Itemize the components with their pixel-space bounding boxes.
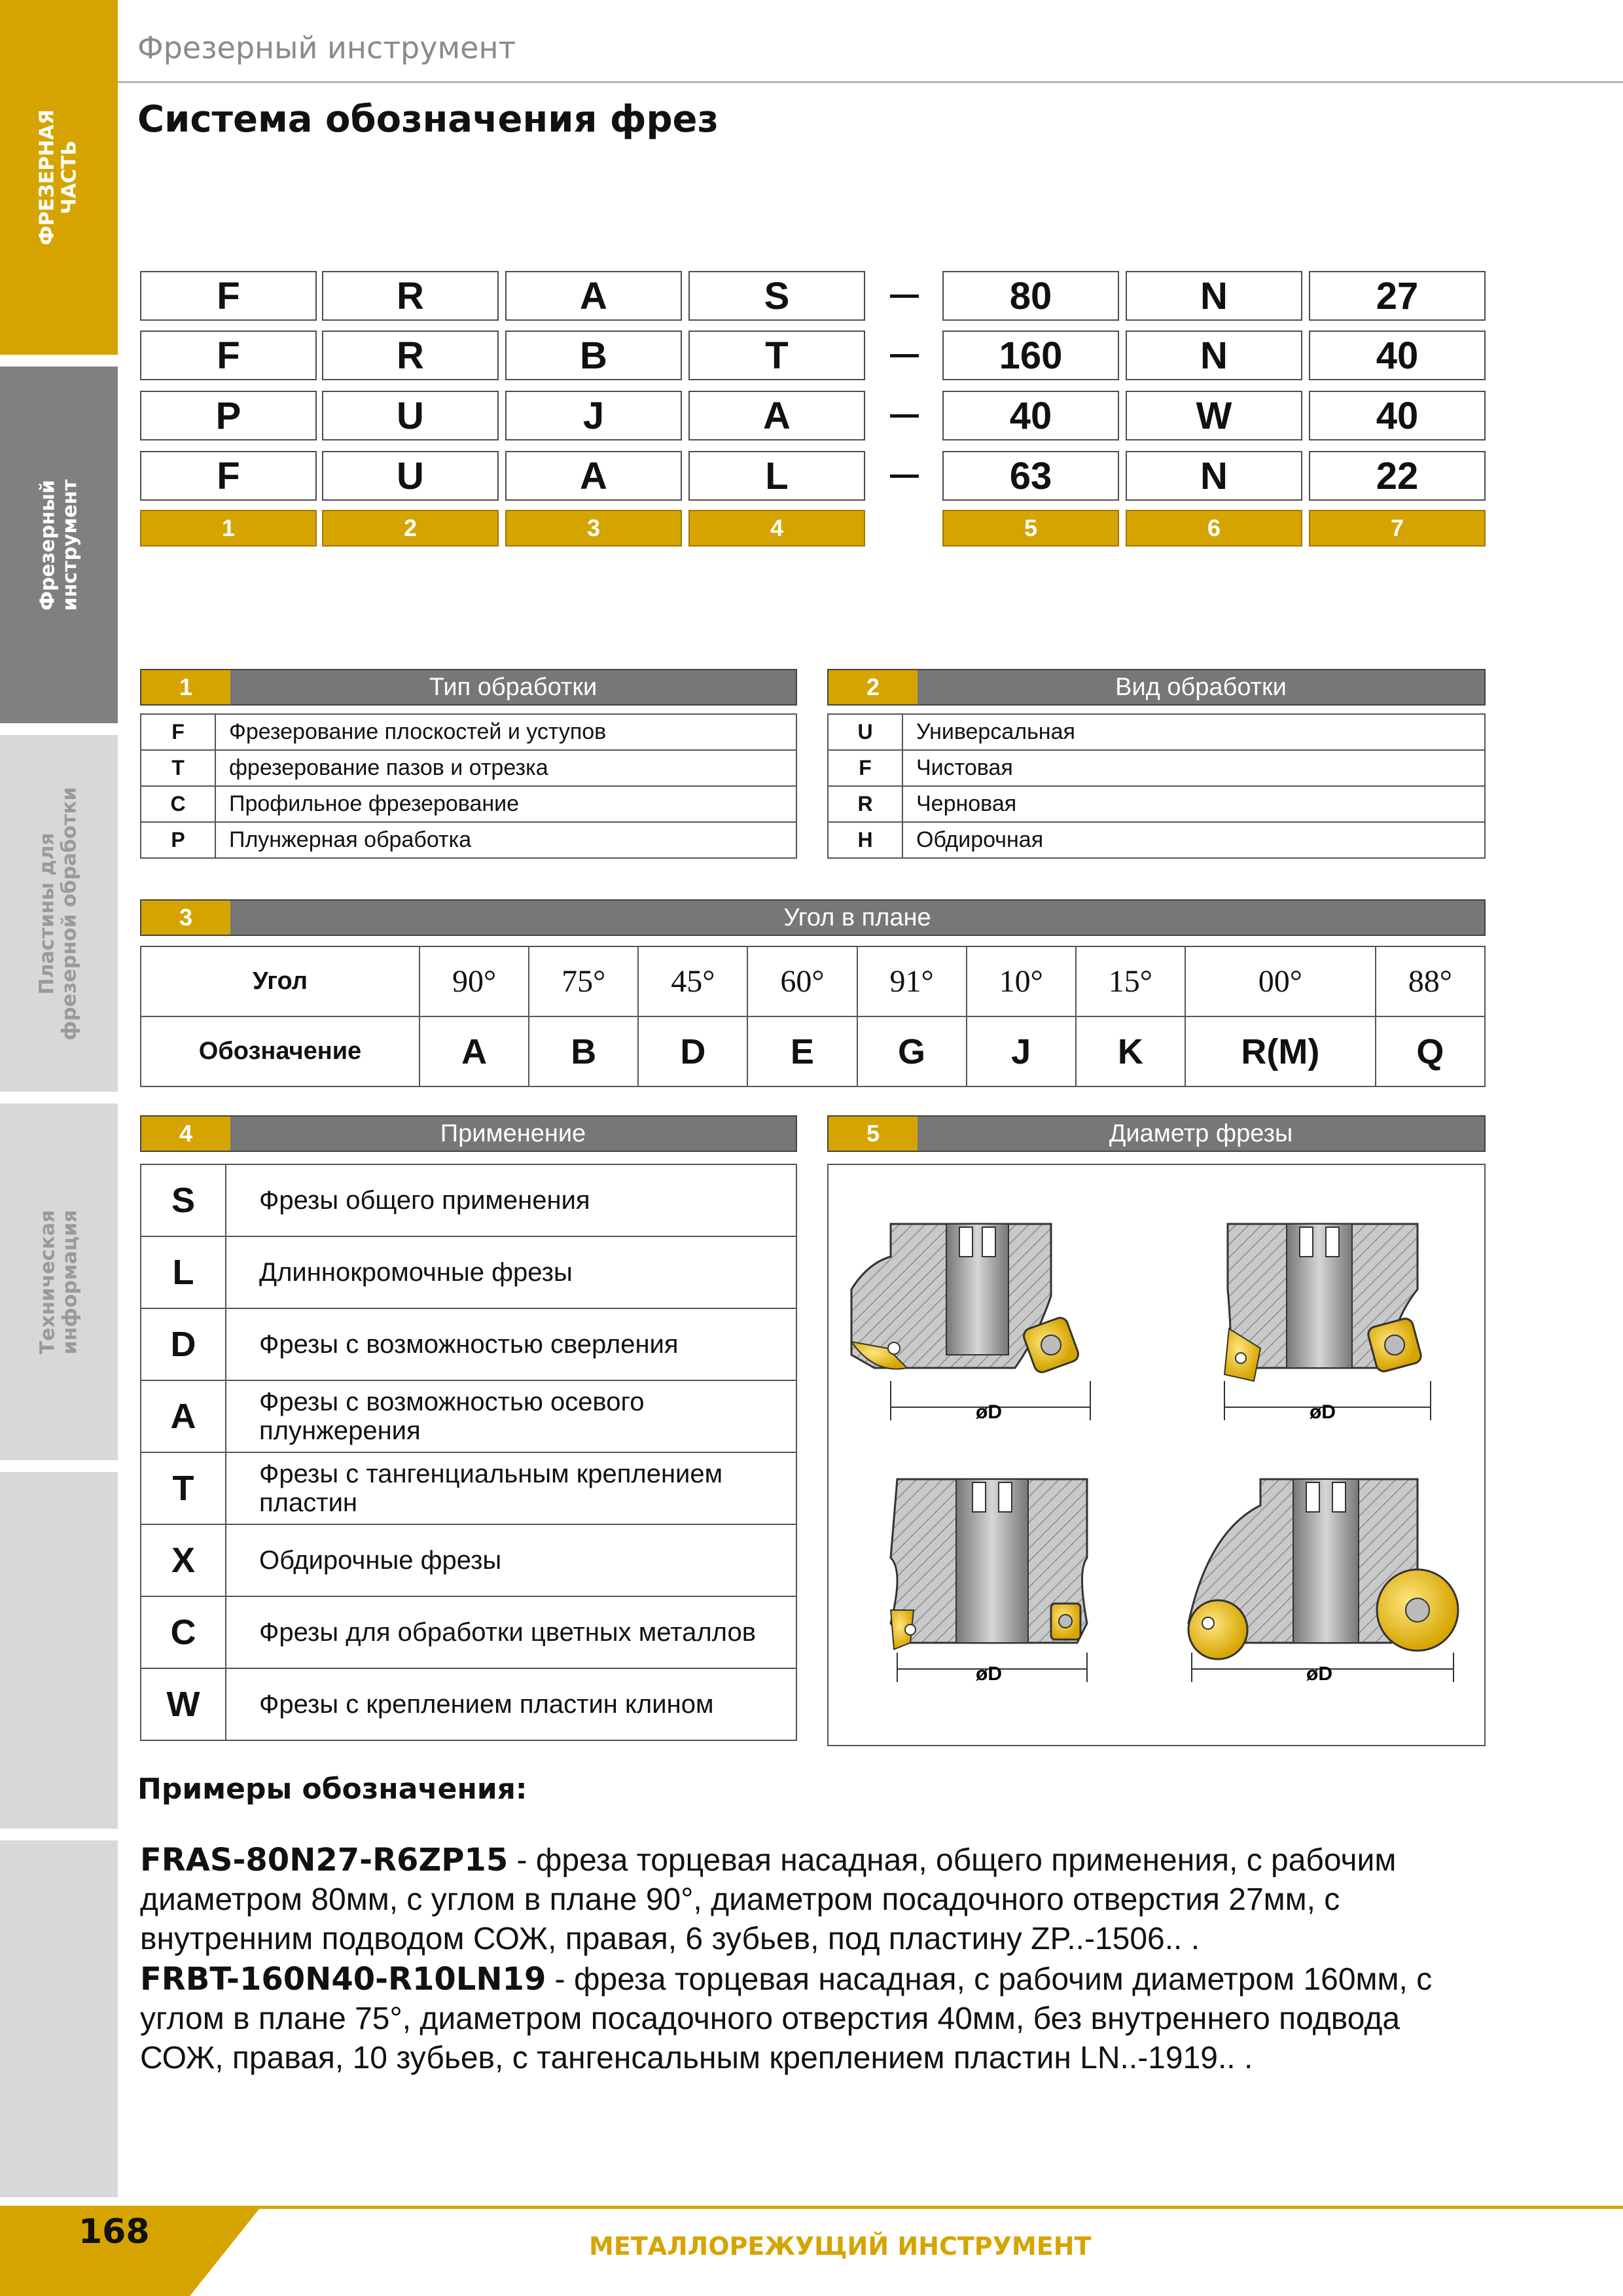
code-row xyxy=(141,1016,1485,1086)
angle-value: 90° xyxy=(419,946,529,1016)
angle-value: 10° xyxy=(967,946,1076,1016)
table-row xyxy=(141,1308,796,1380)
code-cell: T xyxy=(141,750,215,786)
section-number: 1 xyxy=(141,670,230,704)
diameter-diagram xyxy=(827,1164,1486,1746)
application-table xyxy=(140,1164,797,1741)
code-row-label: Обозначение xyxy=(141,1016,419,1086)
diameter-label: øD xyxy=(1306,1663,1332,1685)
table-row xyxy=(141,1596,796,1668)
cutter-diagram-1 xyxy=(851,1224,1090,1423)
side-tab-line: ФРЕЗЕРНАЯ xyxy=(36,109,60,245)
examples-title: Примеры обозначения: xyxy=(137,1772,527,1806)
desc-cell: Фрезы с тангенциальным креплением пластин xyxy=(226,1452,796,1524)
section-5-header xyxy=(827,1115,1486,1152)
angle-table xyxy=(140,946,1486,1087)
section-number: 4 xyxy=(141,1117,230,1151)
position-index: 4 xyxy=(688,510,865,547)
page-title: Система обозначения фрез xyxy=(137,98,719,141)
angle-value: 45° xyxy=(638,946,747,1016)
desc-cell: Черновая xyxy=(902,786,1485,822)
table-row xyxy=(141,786,796,822)
code-grid-dash xyxy=(890,475,919,478)
section-1-header xyxy=(140,669,797,706)
code-grid-cell: A xyxy=(505,271,682,321)
diameter-label: øD xyxy=(976,1401,1002,1423)
code-grid-cell: A xyxy=(688,391,865,440)
code-cell: W xyxy=(141,1668,226,1740)
side-tab-inserts[interactable] xyxy=(0,735,118,1092)
code-grid-cell: 63 xyxy=(942,451,1119,501)
desc-cell: Универсальная xyxy=(902,714,1485,750)
section-title: Применение xyxy=(230,1117,796,1151)
cutter-diagram-4 xyxy=(1188,1479,1458,1685)
section-2-header xyxy=(827,669,1486,706)
example-text: - фреза торцевая насадная, общего применения, с рабочим диаметром 80мм, с углом в плане 90°, диаметром посадочного отверстия 27мм, с внутренним подводом СОЖ, правая, 6 зубьев, под пластину ZP..-1506.. . xyxy=(140,1843,1397,1956)
table-row xyxy=(141,1452,796,1524)
code-grid-cell: U xyxy=(322,451,499,501)
section-number: 5 xyxy=(829,1117,918,1151)
code-cell: F xyxy=(141,714,215,750)
desc-cell: Фрезы для обработки цветных металлов xyxy=(226,1596,796,1668)
angle-value: 15° xyxy=(1076,946,1185,1016)
code-grid-cell: W xyxy=(1126,391,1302,440)
desc-cell: Плунжерная обработка xyxy=(215,822,796,858)
side-tab-line: Фрезерный xyxy=(36,479,59,611)
header-divider xyxy=(118,81,1623,83)
table-row xyxy=(141,1236,796,1308)
angle-row xyxy=(141,946,1485,1016)
example-2 xyxy=(140,1960,1488,2078)
example-code: FRBT-160N40-R10LN19 xyxy=(140,1961,546,1998)
side-tab-milling-tools[interactable] xyxy=(0,367,118,723)
processing-kind-table xyxy=(827,713,1486,859)
table-row xyxy=(141,1164,796,1236)
header-title: Фрезерный инструмент xyxy=(137,30,516,65)
desc-cell: Фрезы общего применения xyxy=(226,1164,796,1236)
angle-value: 91° xyxy=(857,946,967,1016)
section-title: Диаметр фрезы xyxy=(918,1117,1484,1151)
code-grid-dash xyxy=(890,414,919,418)
desc-cell: Фрезы с возможностью осевого плунжерения xyxy=(226,1380,796,1452)
position-index: 2 xyxy=(322,510,499,547)
processing-type-table xyxy=(140,713,797,859)
section-3-header xyxy=(140,899,1486,936)
angle-code: B xyxy=(529,1016,638,1086)
table-row xyxy=(141,714,796,750)
table-row xyxy=(141,1380,796,1452)
desc-cell: фрезерование пазов и отрезка xyxy=(215,750,796,786)
code-cell: R xyxy=(828,786,902,822)
angle-code: J xyxy=(967,1016,1076,1086)
code-grid-cell: N xyxy=(1126,271,1302,321)
angle-value: 88° xyxy=(1376,946,1485,1016)
code-grid-cell: F xyxy=(140,271,317,321)
angle-code: E xyxy=(747,1016,857,1086)
code-grid-cell: 27 xyxy=(1309,271,1486,321)
code-grid-cell: 160 xyxy=(942,331,1119,380)
angle-code: Q xyxy=(1376,1016,1485,1086)
code-grid-cell: R xyxy=(322,331,499,380)
desc-cell: Длиннокромочные фрезы xyxy=(226,1236,796,1308)
example-1 xyxy=(140,1840,1488,1959)
angle-row-label: Угол xyxy=(141,946,419,1016)
example-code: FRAS-80N27-R6ZP15 xyxy=(140,1842,508,1878)
position-index: 6 xyxy=(1126,510,1302,547)
section-number: 2 xyxy=(829,670,918,704)
code-cell: T xyxy=(141,1452,226,1524)
table-row xyxy=(141,822,796,858)
code-cell: L xyxy=(141,1236,226,1308)
desc-cell: Фрезы с возможностью сверления xyxy=(226,1308,796,1380)
code-grid-cell: N xyxy=(1126,451,1302,501)
code-cell: C xyxy=(141,1596,226,1668)
side-tab-tech-info[interactable] xyxy=(0,1103,118,1460)
code-cell: D xyxy=(141,1308,226,1380)
section-title: Тип обработки xyxy=(230,670,796,704)
code-cell: X xyxy=(141,1524,226,1596)
side-tab-milling-part[interactable] xyxy=(0,0,118,355)
position-index: 3 xyxy=(505,510,682,547)
table-row xyxy=(828,822,1485,858)
code-grid-cell: F xyxy=(140,451,317,501)
table-row xyxy=(828,714,1485,750)
desc-cell: Фрезы с креплением пластин клином xyxy=(226,1668,796,1740)
code-cell: P xyxy=(141,822,215,858)
desc-cell: Обдирочная xyxy=(902,822,1485,858)
side-tab-line: инструмент xyxy=(58,479,81,611)
code-grid-cell: P xyxy=(140,391,317,440)
code-cell: H xyxy=(828,822,902,858)
side-tab-empty-1 xyxy=(0,1472,118,1829)
cutter-diagram-2 xyxy=(1224,1224,1431,1423)
angle-code: D xyxy=(638,1016,747,1086)
table-row xyxy=(141,1524,796,1596)
desc-cell: Профильное фрезерование xyxy=(215,786,796,822)
code-grid-cell: T xyxy=(688,331,865,380)
code-grid-cell: 40 xyxy=(1309,331,1486,380)
diameter-label: øD xyxy=(1310,1401,1336,1423)
code-grid-cell: 40 xyxy=(1309,391,1486,440)
section-4-header xyxy=(140,1115,797,1152)
code-grid-cell: 40 xyxy=(942,391,1119,440)
side-tab-line: ЧАСТЬ xyxy=(58,140,82,215)
position-index: 1 xyxy=(140,510,317,547)
code-grid-dash xyxy=(890,354,919,357)
section-number: 3 xyxy=(141,901,230,935)
side-tab-line: Пластины для xyxy=(36,832,59,995)
code-grid-cell: B xyxy=(505,331,682,380)
desc-cell: Обдирочные фрезы xyxy=(226,1524,796,1596)
code-grid-cell: U xyxy=(322,391,499,440)
code-grid-cell: N xyxy=(1126,331,1302,380)
example-text: - фреза торцевая насадная, с рабочим диаметром 160мм, с углом в плане 75°, диаметром посадочного отверстия 40мм, без внутреннего подвода СОЖ, правая, 10 зубьев, с тангенсальным креплением пластин LN..-1919.. . xyxy=(140,1962,1433,2075)
code-grid-cell: 80 xyxy=(942,271,1119,321)
desc-cell: Фрезерование плоскостей и уступов xyxy=(215,714,796,750)
code-grid-dash xyxy=(890,295,919,298)
code-grid-cell: R xyxy=(322,271,499,321)
section-title: Угол в плане xyxy=(230,901,1484,935)
desc-cell: Чистовая xyxy=(902,750,1485,786)
angle-value: 60° xyxy=(747,946,857,1016)
code-cell: S xyxy=(141,1164,226,1236)
code-grid-cell: 22 xyxy=(1309,451,1486,501)
side-tab-line: фрезерной обработки xyxy=(58,786,81,1041)
code-cell: U xyxy=(828,714,902,750)
section-title: Вид обработки xyxy=(918,670,1484,704)
cutter-diagram-3 xyxy=(891,1479,1087,1685)
side-tab-empty-2 xyxy=(0,1840,118,2197)
diameter-label: øD xyxy=(976,1663,1002,1685)
code-grid-cell: F xyxy=(140,331,317,380)
code-cell: F xyxy=(828,750,902,786)
code-grid-cell: L xyxy=(688,451,865,501)
position-index: 5 xyxy=(942,510,1119,547)
code-grid-cell: A xyxy=(505,451,682,501)
angle-value: 75° xyxy=(529,946,638,1016)
code-grid-cell: S xyxy=(688,271,865,321)
angle-code: K xyxy=(1076,1016,1185,1086)
angle-value: 00° xyxy=(1185,946,1376,1016)
table-row xyxy=(141,1668,796,1740)
position-index: 7 xyxy=(1309,510,1486,547)
side-tab-line: Техническая xyxy=(36,1210,60,1354)
table-row xyxy=(828,750,1485,786)
table-row xyxy=(828,786,1485,822)
page-number: 168 xyxy=(79,2212,150,2251)
angle-code: A xyxy=(419,1016,529,1086)
code-cell: C xyxy=(141,786,215,822)
angle-code: G xyxy=(857,1016,967,1086)
code-cell: A xyxy=(141,1380,226,1452)
footer-text: МЕТАЛЛОРЕЖУЩИЙ ИНСТРУМЕНТ xyxy=(589,2232,1092,2261)
angle-code: R(M) xyxy=(1185,1016,1376,1086)
table-row xyxy=(141,750,796,786)
side-tab-line: информация xyxy=(58,1210,82,1354)
code-grid-cell: J xyxy=(505,391,682,440)
